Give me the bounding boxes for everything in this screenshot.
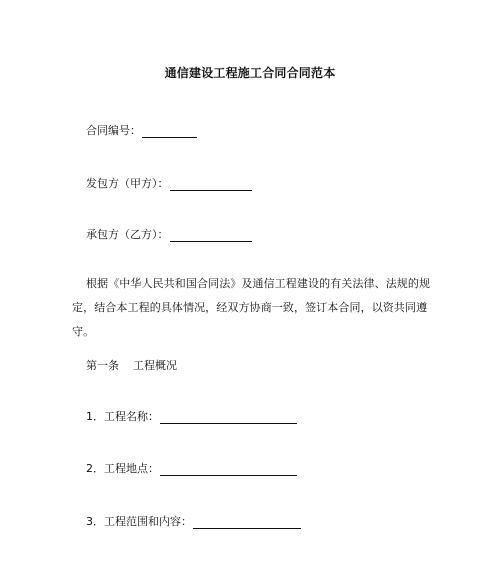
party-a-blank: [170, 179, 252, 191]
party-b-field: [86, 226, 252, 242]
party-b-label: 承包方（乙方）：: [86, 228, 169, 241]
contract-number-blank: [142, 126, 197, 138]
party-a-field: [86, 175, 252, 191]
section-heading-text: 第一条 工程概况: [86, 359, 177, 372]
project-name-label: 1．工程名称：: [86, 410, 159, 423]
party-b-blank: [170, 230, 252, 242]
contract-number-field: [86, 122, 197, 138]
project-location-label: 2．工程地点：: [86, 462, 159, 475]
section-heading: [86, 357, 177, 373]
contract-number-label: 合同编号：: [86, 124, 141, 137]
project-name-blank: [160, 412, 297, 424]
project-location-blank: [160, 464, 297, 476]
project-scope-label: 3．工程范围和内容：: [86, 515, 192, 528]
project-scope-field: [86, 513, 301, 529]
intro-paragraph: 根据《中华人民共和国合同法》及通信工程建设的有关法律、法规的规定，结合本工程的具体情况，经双方协商一致，签订本合同，以资共同遵守。: [72, 277, 431, 338]
project-location-field: [86, 460, 297, 476]
party-a-label: 发包方（甲方）：: [86, 177, 169, 190]
project-scope-blank: [193, 517, 301, 529]
project-name-field: [86, 408, 297, 424]
document-title: 通信建设工程施工合同合同范本: [164, 66, 336, 80]
